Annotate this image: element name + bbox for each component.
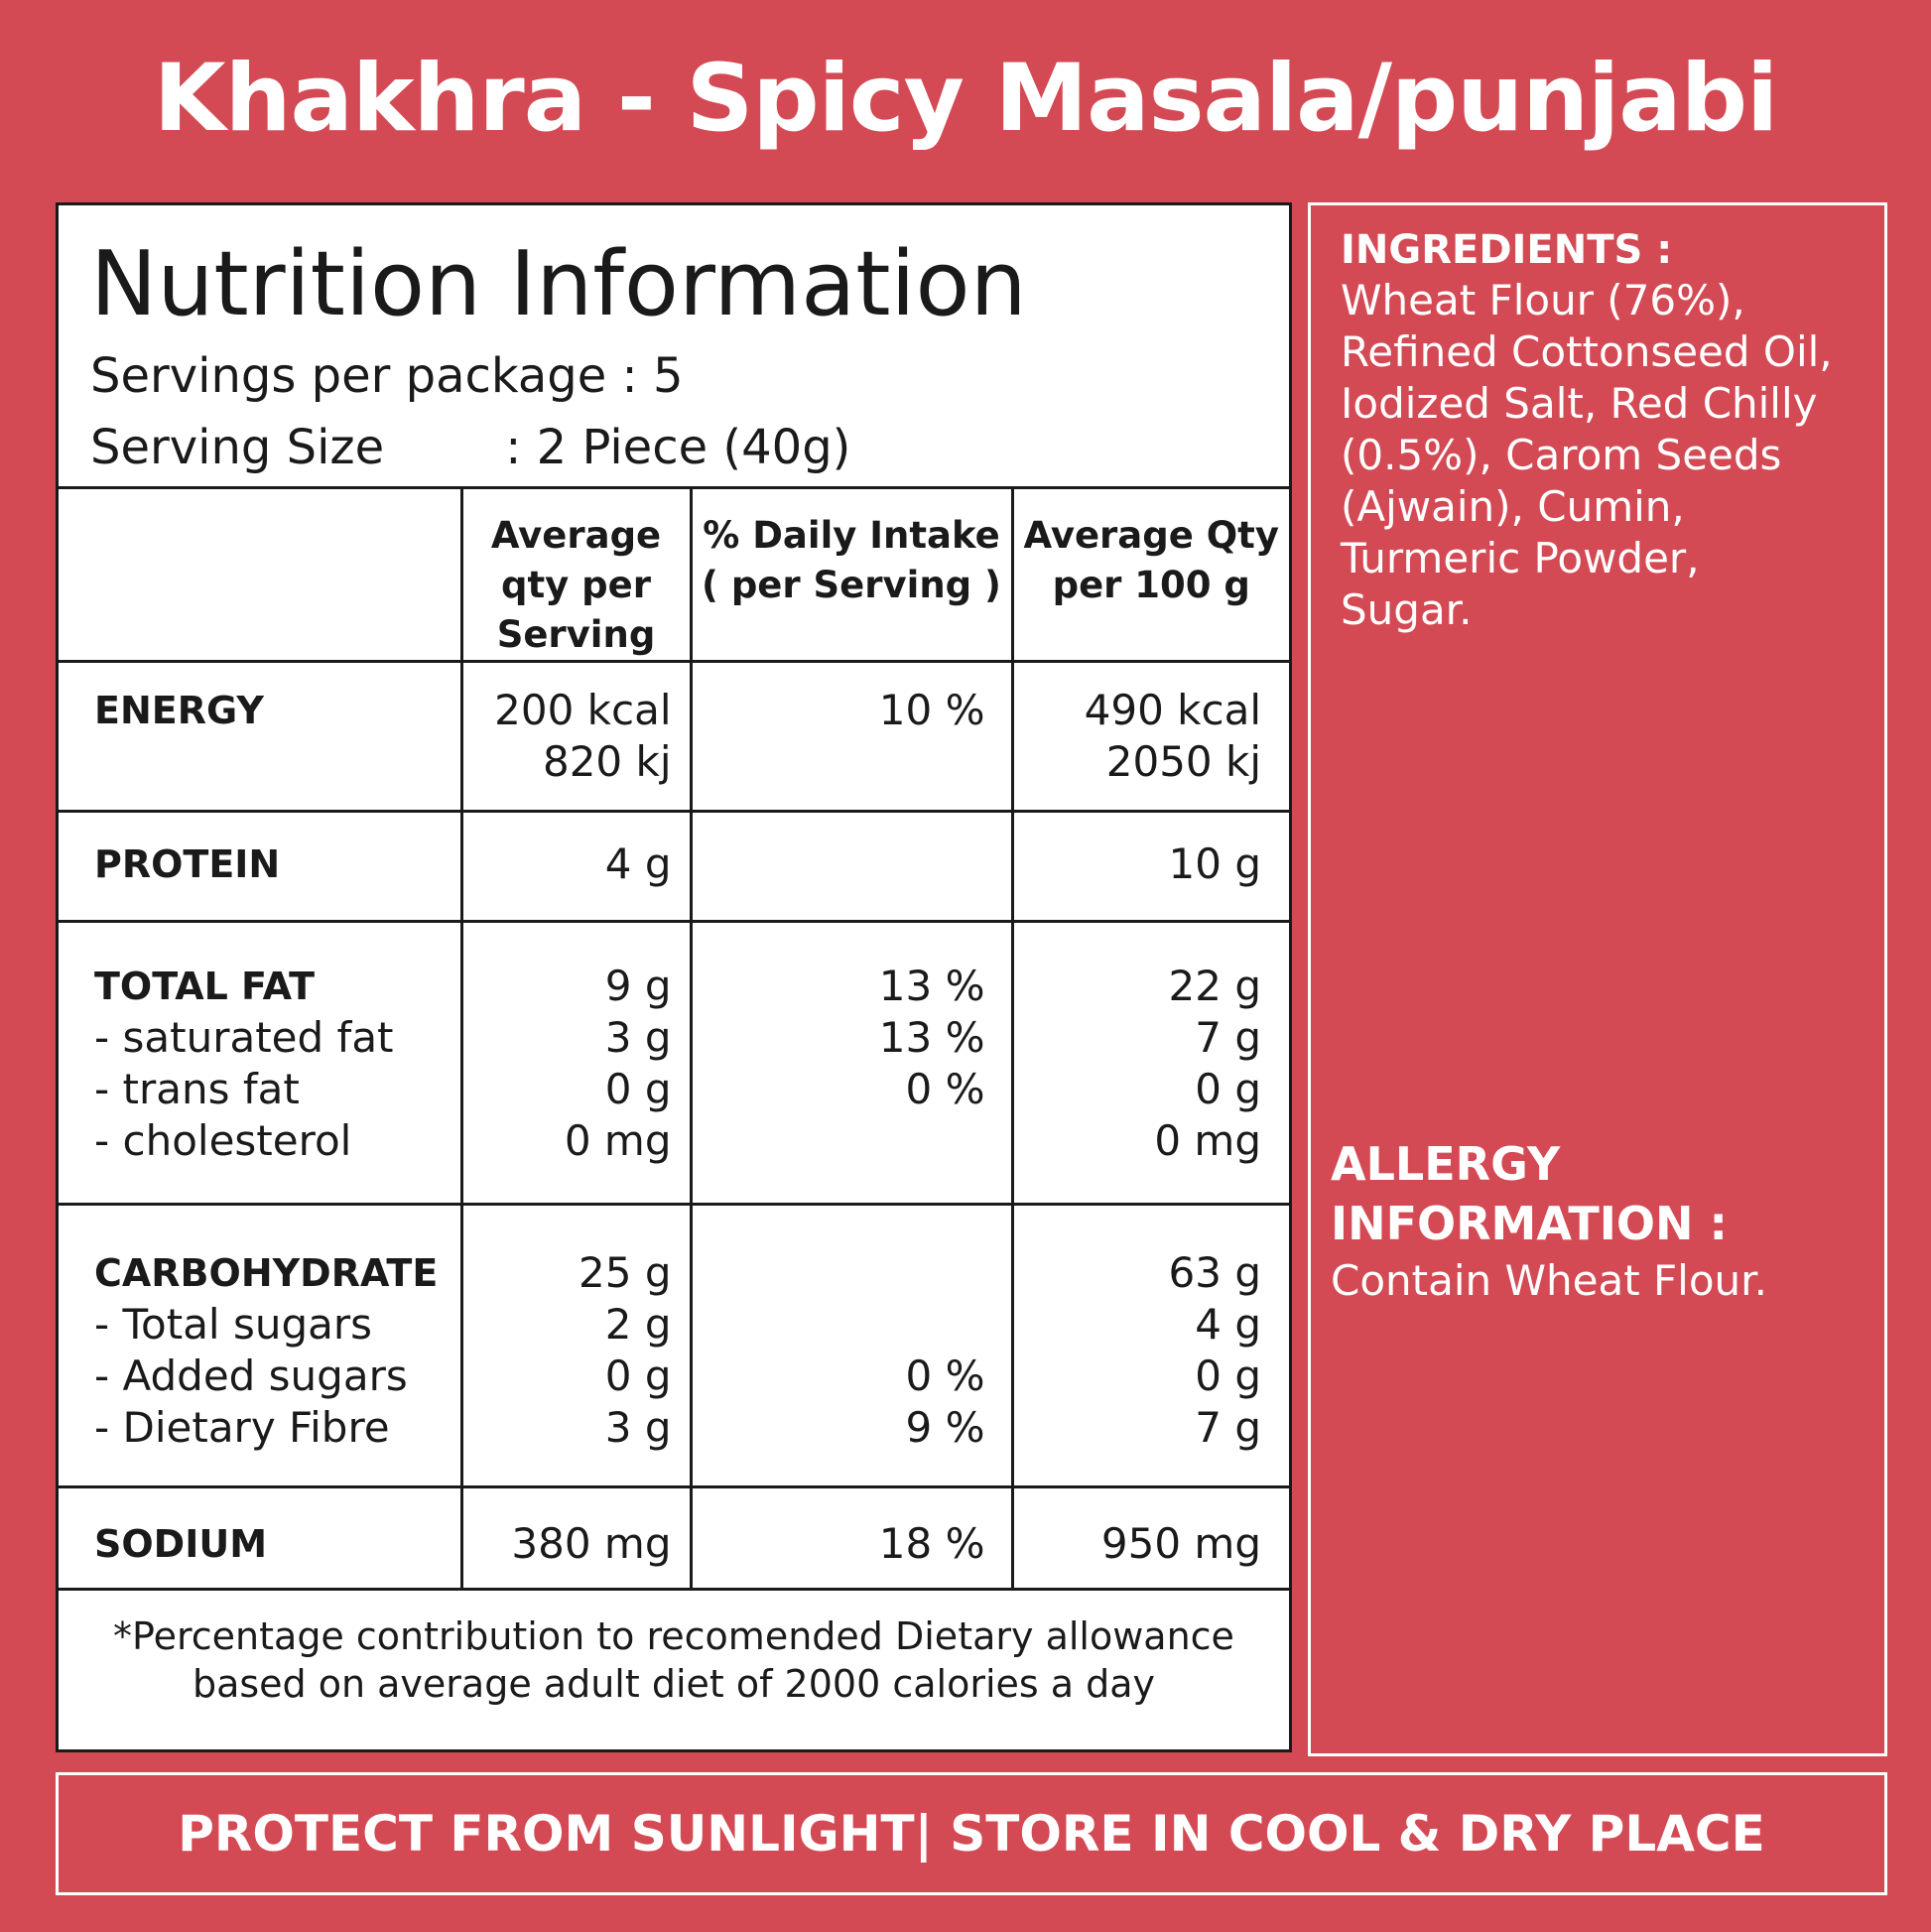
per-serving-value: 9 g <box>604 962 672 1010</box>
ingredients-heading: INGREDIENTS : <box>1341 227 1673 273</box>
nutrition-panel <box>56 202 1292 1752</box>
nutrient-subitem: - Total sugars <box>94 1300 372 1349</box>
allergy-heading <box>1331 1134 1728 1253</box>
per-100g-value-cell <box>1012 1487 1289 1590</box>
per-serving-value: 0 mg <box>564 1116 672 1165</box>
per-100g-value: 950 mg <box>1100 1519 1261 1568</box>
ingredients-line: Iodized Salt, Red Chilly <box>1341 379 1818 428</box>
per-100g-value: 7 g <box>1195 1403 1261 1452</box>
per-serving-value-cell <box>461 922 691 1205</box>
nutrient-subitem: - trans fat <box>94 1065 300 1113</box>
allergy-heading-line-1: ALLERGY <box>1331 1137 1561 1191</box>
per-100g-value: 2050 kj <box>1105 737 1261 786</box>
per-serving-value: 0 g <box>604 1065 672 1113</box>
per-serving-value: 4 g <box>604 839 672 888</box>
per-serving-value: 25 g <box>579 1248 672 1297</box>
nutrient-name: CARBOHYDRATE <box>94 1251 439 1295</box>
daily-intake-value: 18 % <box>878 1519 985 1568</box>
daily-intake-value-cell <box>691 1487 1012 1590</box>
per-100g-value: 490 kcal <box>1084 686 1261 734</box>
storage-instructions: PROTECT FROM SUNLIGHT| STORE IN COOL & DRY PLACE <box>56 1772 1887 1895</box>
table-row <box>59 1487 1289 1590</box>
nutrient-name-cell <box>59 1205 461 1487</box>
ingredients-line: Wheat Flour (76%), <box>1341 276 1745 324</box>
daily-intake-value: 0 % <box>905 1065 985 1113</box>
daily-intake-value: 13 % <box>878 962 985 1010</box>
footnote-line-2: based on average adult diet of 2000 calories a day <box>192 1662 1156 1706</box>
nutrient-name-cell <box>59 1487 461 1590</box>
per-100g-value: 4 g <box>1195 1300 1261 1349</box>
ingredients-list <box>1341 275 1876 636</box>
allergy-text: Contain Wheat Flour. <box>1331 1256 1767 1305</box>
table-row <box>59 1205 1289 1487</box>
header-nutrient <box>59 488 461 662</box>
per-100g-value-cell <box>1012 812 1289 922</box>
ingredients-line: Sugar. <box>1341 585 1473 634</box>
header-per-100g: Average Qty per 100 g <box>1012 488 1289 662</box>
per-serving-value-cell <box>461 662 691 812</box>
nutrition-header <box>59 205 1289 489</box>
nutrient-subitem: - Dietary Fibre <box>94 1403 390 1452</box>
ingredients-panel <box>1308 202 1887 1756</box>
per-100g-value-cell <box>1012 662 1289 812</box>
header-per-serving: Average qty per Serving <box>461 488 691 662</box>
nutrition-table <box>59 486 1289 1591</box>
table-row <box>59 812 1289 922</box>
per-serving-value-cell <box>461 1205 691 1487</box>
nutrient-name-cell <box>59 812 461 922</box>
per-serving-value: 200 kcal <box>494 686 672 734</box>
nutrient-subitem: - saturated fat <box>94 1013 394 1062</box>
header-daily-intake: % Daily Intake ( per Serving ) <box>691 488 1012 662</box>
per-serving-value: 3 g <box>604 1013 672 1062</box>
servings-per-package: Servings per package : 5 <box>90 348 684 404</box>
nutrient-subitem: - cholesterol <box>94 1116 352 1165</box>
footnote-line-1: *Percentage contribution to recomended Dietary allowance <box>113 1614 1234 1658</box>
per-100g-value: 63 g <box>1168 1248 1261 1297</box>
ingredients-line: Refined Cottonseed Oil, <box>1341 327 1833 376</box>
table-row <box>59 922 1289 1205</box>
ingredients-line: (0.5%), Carom Seeds <box>1341 431 1782 479</box>
nutrient-subitem: - Added sugars <box>94 1352 408 1400</box>
per-serving-value: 0 g <box>604 1352 672 1400</box>
nutrient-name: PROTEIN <box>94 842 281 886</box>
per-100g-value: 22 g <box>1168 962 1261 1010</box>
product-title: Khakhra - Spicy Masala/punjabi <box>153 45 1778 153</box>
daily-intake-value <box>693 1247 985 1299</box>
nutrient-name-cell <box>59 662 461 812</box>
per-serving-value: 2 g <box>604 1300 672 1349</box>
per-serving-value: 380 mg <box>511 1519 672 1568</box>
daily-intake-value: 13 % <box>878 1013 985 1062</box>
daily-intake-value-cell <box>691 662 1012 812</box>
per-serving-value: 820 kj <box>542 737 672 786</box>
ingredients-line: Turmeric Powder, <box>1341 534 1700 582</box>
nutrient-name: TOTAL FAT <box>94 965 316 1008</box>
allergy-heading-line-2: INFORMATION : <box>1331 1197 1728 1250</box>
nutrition-rows <box>59 662 1289 1590</box>
footnote <box>59 1612 1289 1708</box>
serving-size: Serving Size : 2 Piece (40g) <box>90 420 851 475</box>
nutrition-heading: Nutrition Information <box>90 232 1027 336</box>
nutrient-name-cell <box>59 922 461 1205</box>
nutrient-name: ENERGY <box>94 689 264 732</box>
daily-intake-value <box>693 1299 985 1351</box>
per-100g-value: 7 g <box>1195 1013 1261 1062</box>
per-serving-value-cell <box>461 812 691 922</box>
table-row <box>59 662 1289 812</box>
daily-intake-value <box>693 838 985 890</box>
ingredients-line: (Ajwain), Cumin, <box>1341 482 1685 531</box>
daily-intake-value <box>693 1115 985 1167</box>
daily-intake-value: 9 % <box>905 1403 985 1452</box>
daily-intake-value: 0 % <box>905 1352 985 1400</box>
per-serving-value: 3 g <box>604 1403 672 1452</box>
daily-intake-value-cell <box>691 812 1012 922</box>
table-header-row <box>59 488 1289 662</box>
daily-intake-value: 10 % <box>878 686 985 734</box>
per-100g-value-cell <box>1012 1205 1289 1487</box>
nutrient-name: SODIUM <box>94 1522 268 1566</box>
per-100g-value: 0 g <box>1195 1352 1261 1400</box>
per-serving-value-cell <box>461 1487 691 1590</box>
per-100g-value: 10 g <box>1168 839 1261 888</box>
per-100g-value-cell <box>1012 922 1289 1205</box>
daily-intake-value-cell <box>691 922 1012 1205</box>
per-100g-value: 0 g <box>1195 1065 1261 1113</box>
per-100g-value: 0 mg <box>1154 1116 1261 1165</box>
daily-intake-value-cell <box>691 1205 1012 1487</box>
